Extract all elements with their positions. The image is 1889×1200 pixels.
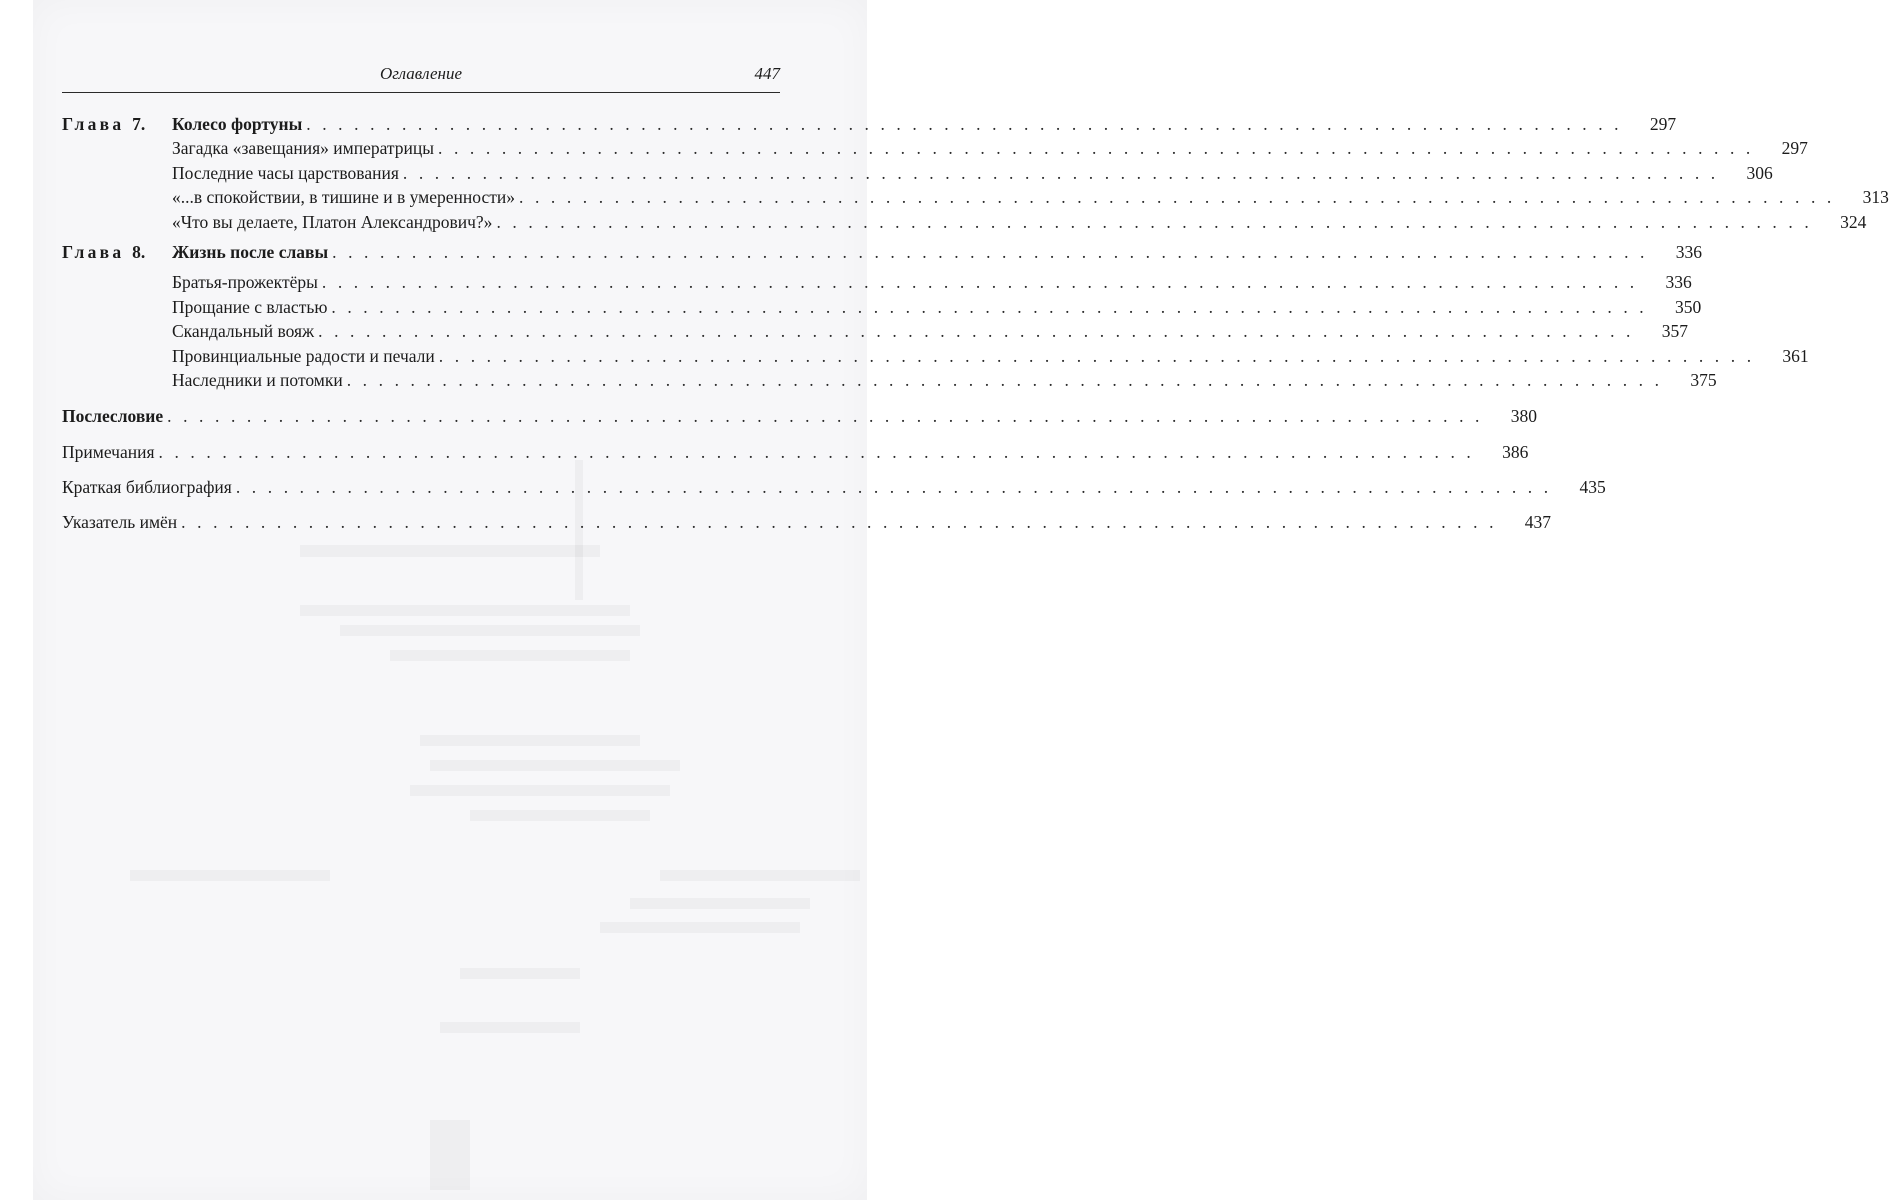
bibliography-title: Краткая библиография	[62, 477, 232, 498]
table-of-contents	[62, 112, 1889, 535]
toc-section[interactable]	[62, 185, 1889, 209]
section-page: 336	[1665, 272, 1692, 293]
dot-leader: . . . . . . . . . . . . . . . . . . . . . . . . . . . . . . . . . . . . . . . . . . . . . . . . . . . . . . . . . . . . . . . . . . . . . . . . . . . . . . . . . . .	[167, 406, 1484, 427]
notes-title: Примечания	[62, 441, 155, 462]
section-title: Загадка «завещания» императрицы	[172, 138, 435, 159]
section-page: 324	[1840, 211, 1867, 232]
dot-leader: . . . . . . . . . . . . . . . . . . . . . . . . . . . . . . . . . . . . . . . . . . . . . . . . . . . . . . . . . . . . . . . . . . . . . . . . . . . . . . . . . . .	[318, 321, 1635, 342]
section-title: Последние часы царствования	[172, 162, 399, 183]
section-page: 361	[1782, 345, 1809, 366]
section-page: 306	[1746, 162, 1773, 183]
toc-afterword[interactable]	[62, 404, 1538, 428]
chapter-page: 336	[1675, 241, 1703, 262]
running-title: Оглавление	[379, 64, 463, 83]
section-page: 375	[1690, 369, 1717, 390]
chapter-title: Колесо фортуны	[172, 114, 303, 134]
toc-chapter-8[interactable]	[62, 240, 1703, 264]
toc-section[interactable]	[62, 270, 1692, 294]
chapter-page: 297	[1649, 114, 1677, 134]
dot-leader: . . . . . . . . . . . . . . . . . . . . . . . . . . . . . . . . . . . . . . . . . . . . . . . . . . . . . . . . . . . . . . . . . . . . . . . . . . . . . . . . . . .	[438, 345, 1755, 366]
toc-section[interactable]	[62, 136, 1808, 160]
chapter-label: Глава 7.	[62, 114, 146, 134]
toc-notes[interactable]	[62, 440, 1529, 464]
toc-section[interactable]	[62, 295, 1702, 319]
section-title: «Что вы делаете, Платон Александрович?»	[172, 211, 493, 232]
dot-leader: . . . . . . . . . . . . . . . . . . . . . . . . . . . . . . . . . . . . . . . . . . . . . . . . . . . . . . . . . . . . . . . . . . . . . . . . . . . . . . . . . . .	[402, 162, 1719, 183]
notes-page: 386	[1502, 441, 1529, 462]
section-title: Наследники и потомки	[172, 369, 343, 390]
toc-index[interactable]	[62, 510, 1552, 534]
dot-leader: . . . . . . . . . . . . . . . . . . . . . . . . . . . . . . . . . . . . . . . . . . . . . . . . . . . . . . . . . . . . . . . . . . . . . . . . . . . . . . . . . . .	[438, 138, 1754, 159]
toc-chapter-7[interactable]	[62, 112, 1677, 136]
section-page: 350	[1675, 296, 1702, 317]
dot-leader: . . . . . . . . . . . . . . . . . . . . . . . . . . . . . . . . . . . . . . . . . . . . . . . . . . . . . . . . . . . . . . . . . . . . . . . . . . . . . . . . . . .	[332, 241, 1649, 262]
chapter-title: Жизнь после славы	[172, 241, 329, 262]
section-title: «...в спокойствии, в тишине и в умеренности»	[172, 187, 515, 208]
dot-leader: . . . . . . . . . . . . . . . . . . . . . . . . . . . . . . . . . . . . . . . . . . . . . . . . . . . . . . . . . . . . . . . . . . . . . . . . . . . . . . . . . . .	[306, 114, 1623, 134]
section-page: 313	[1862, 187, 1889, 208]
toc-section[interactable]	[62, 161, 1773, 185]
dot-leader: . . . . . . . . . . . . . . . . . . . . . . . . . . . . . . . . . . . . . . . . . . . . . . . . . . . . . . . . . . . . . . . . . . . . . . . . . . . . . . . . . . .	[158, 441, 1475, 462]
index-page: 437	[1524, 512, 1552, 533]
toc-section[interactable]	[62, 319, 1689, 343]
dot-leader: . . . . . . . . . . . . . . . . . . . . . . . . . . . . . . . . . . . . . . . . . . . . . . . . . . . . . . . . . . . . . . . . . . . . . . . . . . . . . . . . . . .	[331, 296, 1648, 317]
index-title: Указатель имён	[62, 512, 178, 533]
dot-leader: . . . . . . . . . . . . . . . . . . . . . . . . . . . . . . . . . . . . . . . . . . . . . . . . . . . . . . . . . . . . . . . . . . . . . . . . . . . . . . . . . . .	[321, 272, 1638, 293]
dot-leader: . . . . . . . . . . . . . . . . . . . . . . . . . . . . . . . . . . . . . . . . . . . . . . . . . . . . . . . . . . . . . . . . . . . . . . . . . . . . . . . . . . .	[346, 369, 1663, 390]
toc-section[interactable]	[62, 368, 1717, 392]
section-page: 297	[1781, 138, 1808, 159]
section-title: Провинциальные радости и печали	[172, 345, 435, 366]
page-header	[62, 58, 780, 93]
toc-section[interactable]	[62, 344, 1809, 368]
section-page: 357	[1661, 321, 1689, 342]
dot-leader: . . . . . . . . . . . . . . . . . . . . . . . . . . . . . . . . . . . . . . . . . . . . . . . . . . . . . . . . . . . . . . . . . . . . . . . . . . . . . . . . . . .	[235, 477, 1552, 498]
chapter-label: Глава 8.	[62, 241, 146, 262]
toc-section[interactable]	[62, 210, 1867, 234]
afterword-page: 380	[1510, 406, 1538, 427]
page-number: 447	[754, 64, 780, 83]
dot-leader: . . . . . . . . . . . . . . . . . . . . . . . . . . . . . . . . . . . . . . . . . . . . . . . . . . . . . . . . . . . . . . . . . . . . . . . . . . . . . . . . . . .	[519, 187, 1835, 208]
dot-leader: . . . . . . . . . . . . . . . . . . . . . . . . . . . . . . . . . . . . . . . . . . . . . . . . . . . . . . . . . . . . . . . . . . . . . . . . . . . . . . . . . . .	[181, 512, 1498, 533]
bibliography-page: 435	[1579, 477, 1606, 498]
section-title: Братья-прожектёры	[172, 272, 318, 293]
afterword-title: Послесловие	[62, 406, 164, 427]
toc-bibliography[interactable]	[62, 475, 1606, 499]
section-title: Скандальный вояж	[172, 321, 315, 342]
dot-leader: . . . . . . . . . . . . . . . . . . . . . . . . . . . . . . . . . . . . . . . . . . . . . . . . . . . . . . . . . . . . . . . . . . . . . . . . . . . . . . . . . . .	[496, 211, 1813, 232]
section-title: Прощание с властью	[172, 296, 328, 317]
